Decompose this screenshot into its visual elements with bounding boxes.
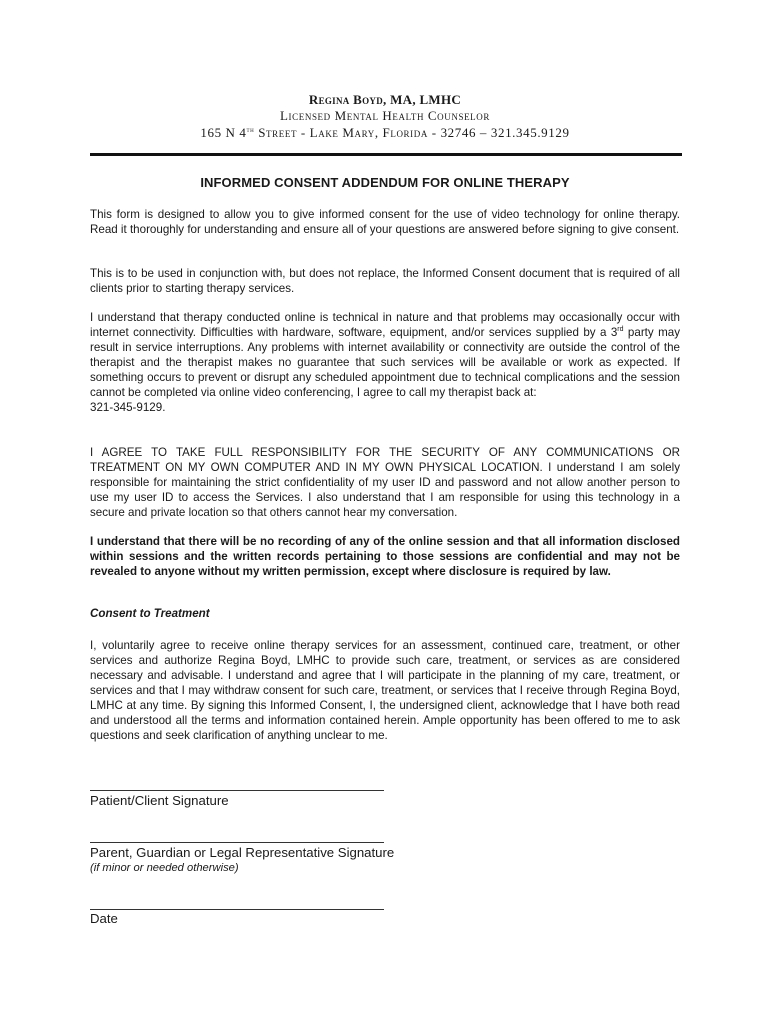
document-title: INFORMED CONSENT ADDENDUM FOR ONLINE THERAPY xyxy=(200,175,570,190)
address-superscript: th xyxy=(246,126,255,134)
technical-superscript: rd xyxy=(617,326,624,333)
therapist-phone: 321-345-9129. xyxy=(90,401,166,414)
guardian-signature-line[interactable] xyxy=(90,842,384,843)
conjunction-paragraph: This is to be used in conjunction with, but does not replace, the Informed Consent document that is required of all clients prior to starting therapy services. xyxy=(90,267,680,295)
technical-paragraph xyxy=(90,310,680,415)
guardian-signature-note: (if minor or needed otherwise) xyxy=(90,862,239,874)
guardian-signature-label: Parent, Guardian or Legal Representative Signature xyxy=(90,845,395,860)
address-part-1: 165 N 4 xyxy=(200,125,247,140)
intro-paragraph: This form is designed to allow you to give informed consent for the use of video technology for online therapy. Read it thoroughly for understanding and ensure all of your questions are answered before signing to give consent. xyxy=(90,208,680,236)
patient-signature-line[interactable] xyxy=(90,790,384,791)
letterhead xyxy=(0,92,770,140)
letterhead-divider xyxy=(90,153,682,156)
address-part-2: Street - Lake Mary, Florida - 32746 – 321.345.9129 xyxy=(254,125,570,140)
date-label: Date xyxy=(90,911,118,926)
patient-signature-label: Patient/Client Signature xyxy=(90,793,229,808)
technical-text-1: I understand that therapy conducted online is technical in nature and that problems may occasionally occur with internet connectivity. Difficulties with hardware, software, equipment, and/or services supplied by a 3 xyxy=(90,311,680,339)
responsibility-paragraph: I AGREE TO TAKE FULL RESPONSIBILITY FOR THE SECURITY OF ANY COMMUNICATIONS OR TREATMENT ON MY OWN COMPUTER AND IN MY OWN PHYSICAL LOCATION. I understand I am solely responsible for maintaining the strict confidentiality of my user ID and password and not allow another person to use my user ID to access the Services. I also understand that I am responsible for using this technology in a secure and private location so that others cannot hear my conversation. xyxy=(90,446,680,519)
consent-paragraph: I, voluntarily agree to receive online therapy services for an assessment, continued care, treatment, or other services and authorize Regina Boyd, LMHC to provide such care, treatment, or services as are considered necessary and advisable. I understand and agree that I will participate in the planning of my care, treatment, or services and that I may withdraw consent for such care, treatment, or services that I receive through Regina Boyd, LMHC at any time. By signing this Informed Consent, I, the undersigned client, acknowledge that I have both read and understood all the terms and information contained herein. Ample opportunity has been offered to me to ask questions and seek clarification of anything unclear to me. xyxy=(90,639,680,742)
practitioner-name: Regina Boyd, MA, LMHC xyxy=(308,92,462,107)
confidentiality-paragraph: I understand that there will be no recording of any of the online session and that all information disclosed within sessions and the written records pertaining to those sessions are confidential and may not be revealed to anyone without my written permission, except where disclosure is required by law. xyxy=(90,535,680,578)
practitioner-title: Licensed Mental Health Counselor xyxy=(280,108,490,123)
practitioner-address xyxy=(0,123,770,140)
date-line[interactable] xyxy=(90,909,384,910)
consent-heading: Consent to Treatment xyxy=(90,607,210,620)
technical-text-2: party may result in service interruptions. Any problems with internet availability or connectivity are outside the control of the therapist and the therapist makes no guarantee that such services will be available or work as expected. If something occurs to prevent or disrupt any scheduled appointment due to technical complications and the session cannot be completed via online video conferencing, I agree to call my therapist back at: xyxy=(90,326,681,399)
